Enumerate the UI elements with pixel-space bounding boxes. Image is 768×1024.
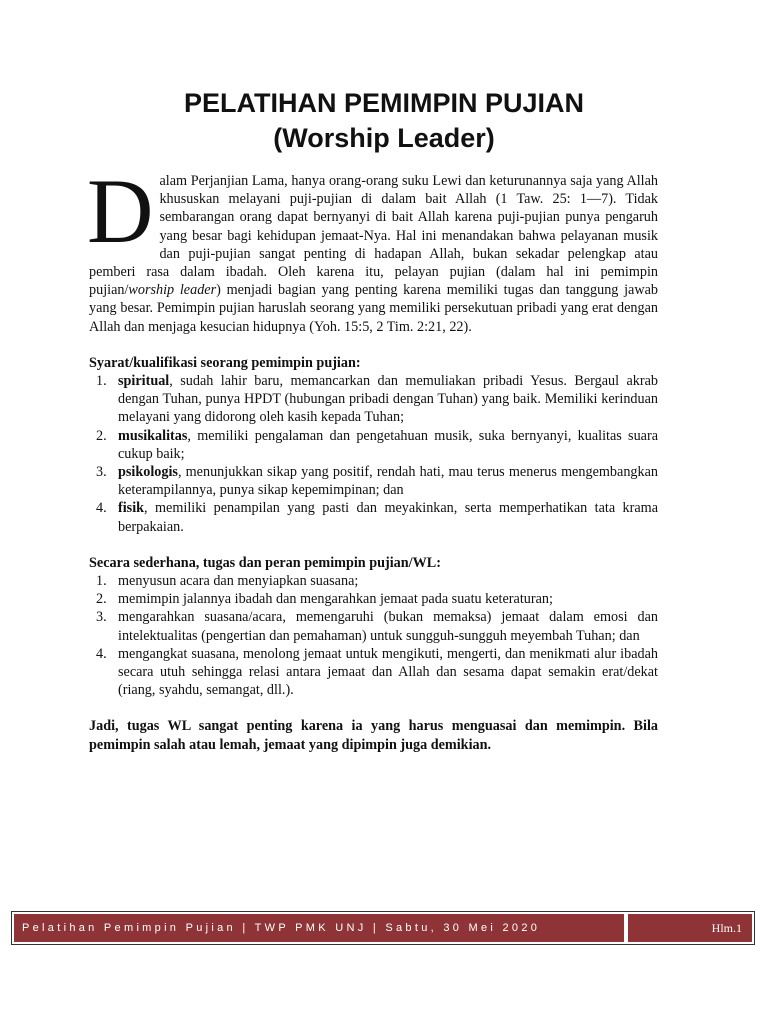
duties-heading: Secara sederhana, tugas dan peran pemimpin pujian/WL: — [89, 554, 441, 571]
duties-list — [89, 572, 658, 699]
list-number: 1. — [96, 573, 107, 590]
page-footer — [11, 911, 755, 945]
list-item — [89, 572, 658, 590]
list-item — [89, 590, 658, 608]
intro-text-italic: worship leader — [128, 282, 217, 299]
list-item — [89, 427, 658, 463]
drop-cap: D — [87, 160, 154, 262]
list-number: 1. — [96, 373, 107, 390]
list-term: musikalitas — [118, 427, 188, 444]
intro-paragraph — [87, 160, 658, 336]
list-item — [89, 372, 658, 427]
list-text: menyusun acara dan menyiapkan suasana; — [118, 573, 359, 590]
list-text: , sudah lahir baru, memancarkan dan memuliakan pribadi Yesus. Bergaul akrab dengan Tuhan, punya HPDT (hubungan pribadi dengan Tuhan) yang baik. Memiliki kerinduan melayani yang didorong oleh kasih kepada Tuhan; — [118, 373, 658, 426]
list-item — [89, 499, 658, 535]
intro-text-2: ) menjadi bagian yang penting karena memiliki tugas dan tanggung jawab yang besar. Pemimpin pujian haruslah seorang yang memiliki persekutuan pribadi yang erat dengan Allah dan menjaga kesucian hidupnya (Yoh. 15:5, 2 Tim. 2:21, 22). — [89, 282, 658, 335]
list-text: , memiliki penampilan yang pasti dan meyakinkan, serta memperhatikan tata krama berpakaian. — [118, 500, 658, 535]
list-item — [89, 645, 658, 700]
intro-text-1: alam Perjanjian Lama, hanya orang-orang suku Lewi dan keturunannya saja yang Allah khususkan melayani puji-pujian di dalam bait Allah (1 Taw. 25: 1—7). Tidak sembarangan orang dapat bernyanyi di bait Allah karena puji-pujian punya pengaruh yang besar bagi kehidupan jemaat-Nya. Hal ini menandakan bahwa pelayanan musik dan puji-pujian sangat penting di hadapan Allah, bukan sekadar pelengkap atau pemberi rasa dalam ibadah. Oleh karena itu, pelayan pujian (dalam hal ini pemimpin pujian/ — [89, 173, 658, 299]
list-term: psikologis — [118, 464, 178, 481]
list-number: 3. — [96, 464, 107, 481]
list-text: mengarahkan suasana/acara, memengaruhi (bukan memaksa) jemaat dalam emosi dan intelektualitas (pengertian dan pemahaman) untuk sungguh-sungguh meyembah Tuhan; dan — [118, 609, 658, 644]
document-body — [87, 160, 658, 754]
document-subtitle: (Worship Leader) — [273, 123, 495, 153]
footer-title-bar: Pelatihan Pemimpin Pujian | TWP PMK UNJ | Sabtu, 30 Mei 2020 — [14, 914, 624, 942]
list-text: memimpin jalannya ibadah dan mengarahkan jemaat pada suatu keteraturan; — [118, 591, 553, 608]
list-number: 3. — [96, 609, 107, 626]
list-number: 4. — [96, 645, 107, 662]
document-title: PELATIHAN PEMIMPIN PUJIAN — [183, 88, 585, 118]
qualifications-heading: Syarat/kualifikasi seorang pemimpin pujian: — [89, 354, 361, 371]
list-item — [89, 608, 658, 644]
list-term: fisik — [118, 500, 145, 517]
list-item — [89, 463, 658, 499]
list-number: 4. — [96, 500, 107, 517]
list-text: , menunjukkan sikap yang positif, rendah hati, mau terus menerus mengembangkan keterampilannya, punya sikap kepemimpinan; dan — [118, 464, 658, 499]
footer-page-number: Hlm.1 — [628, 914, 752, 942]
qualifications-list — [89, 372, 658, 536]
list-text: , memiliki pengalaman dan pengetahuan musik, suka bernyanyi, kualitas suara cukup baik; — [118, 427, 658, 462]
closing-paragraph: Jadi, tugas WL sangat penting karena ia yang harus menguasai dan memimpin. Bila pemimpin salah atau lemah, jemaat yang dipimpin juga demikian. — [89, 718, 658, 753]
list-number: 2. — [96, 427, 107, 444]
list-text: mengangkat suasana, menolong jemaat untuk mengikuti, mengerti, dan menikmati alur ibadah secara utuh sehingga relasi antara jemaat dan Allah dan sesama dapat semakin erat/dekat (riang, syahdu, semangat, dll.). — [118, 645, 658, 699]
list-number: 2. — [96, 591, 107, 608]
list-term: spiritual — [118, 373, 170, 390]
